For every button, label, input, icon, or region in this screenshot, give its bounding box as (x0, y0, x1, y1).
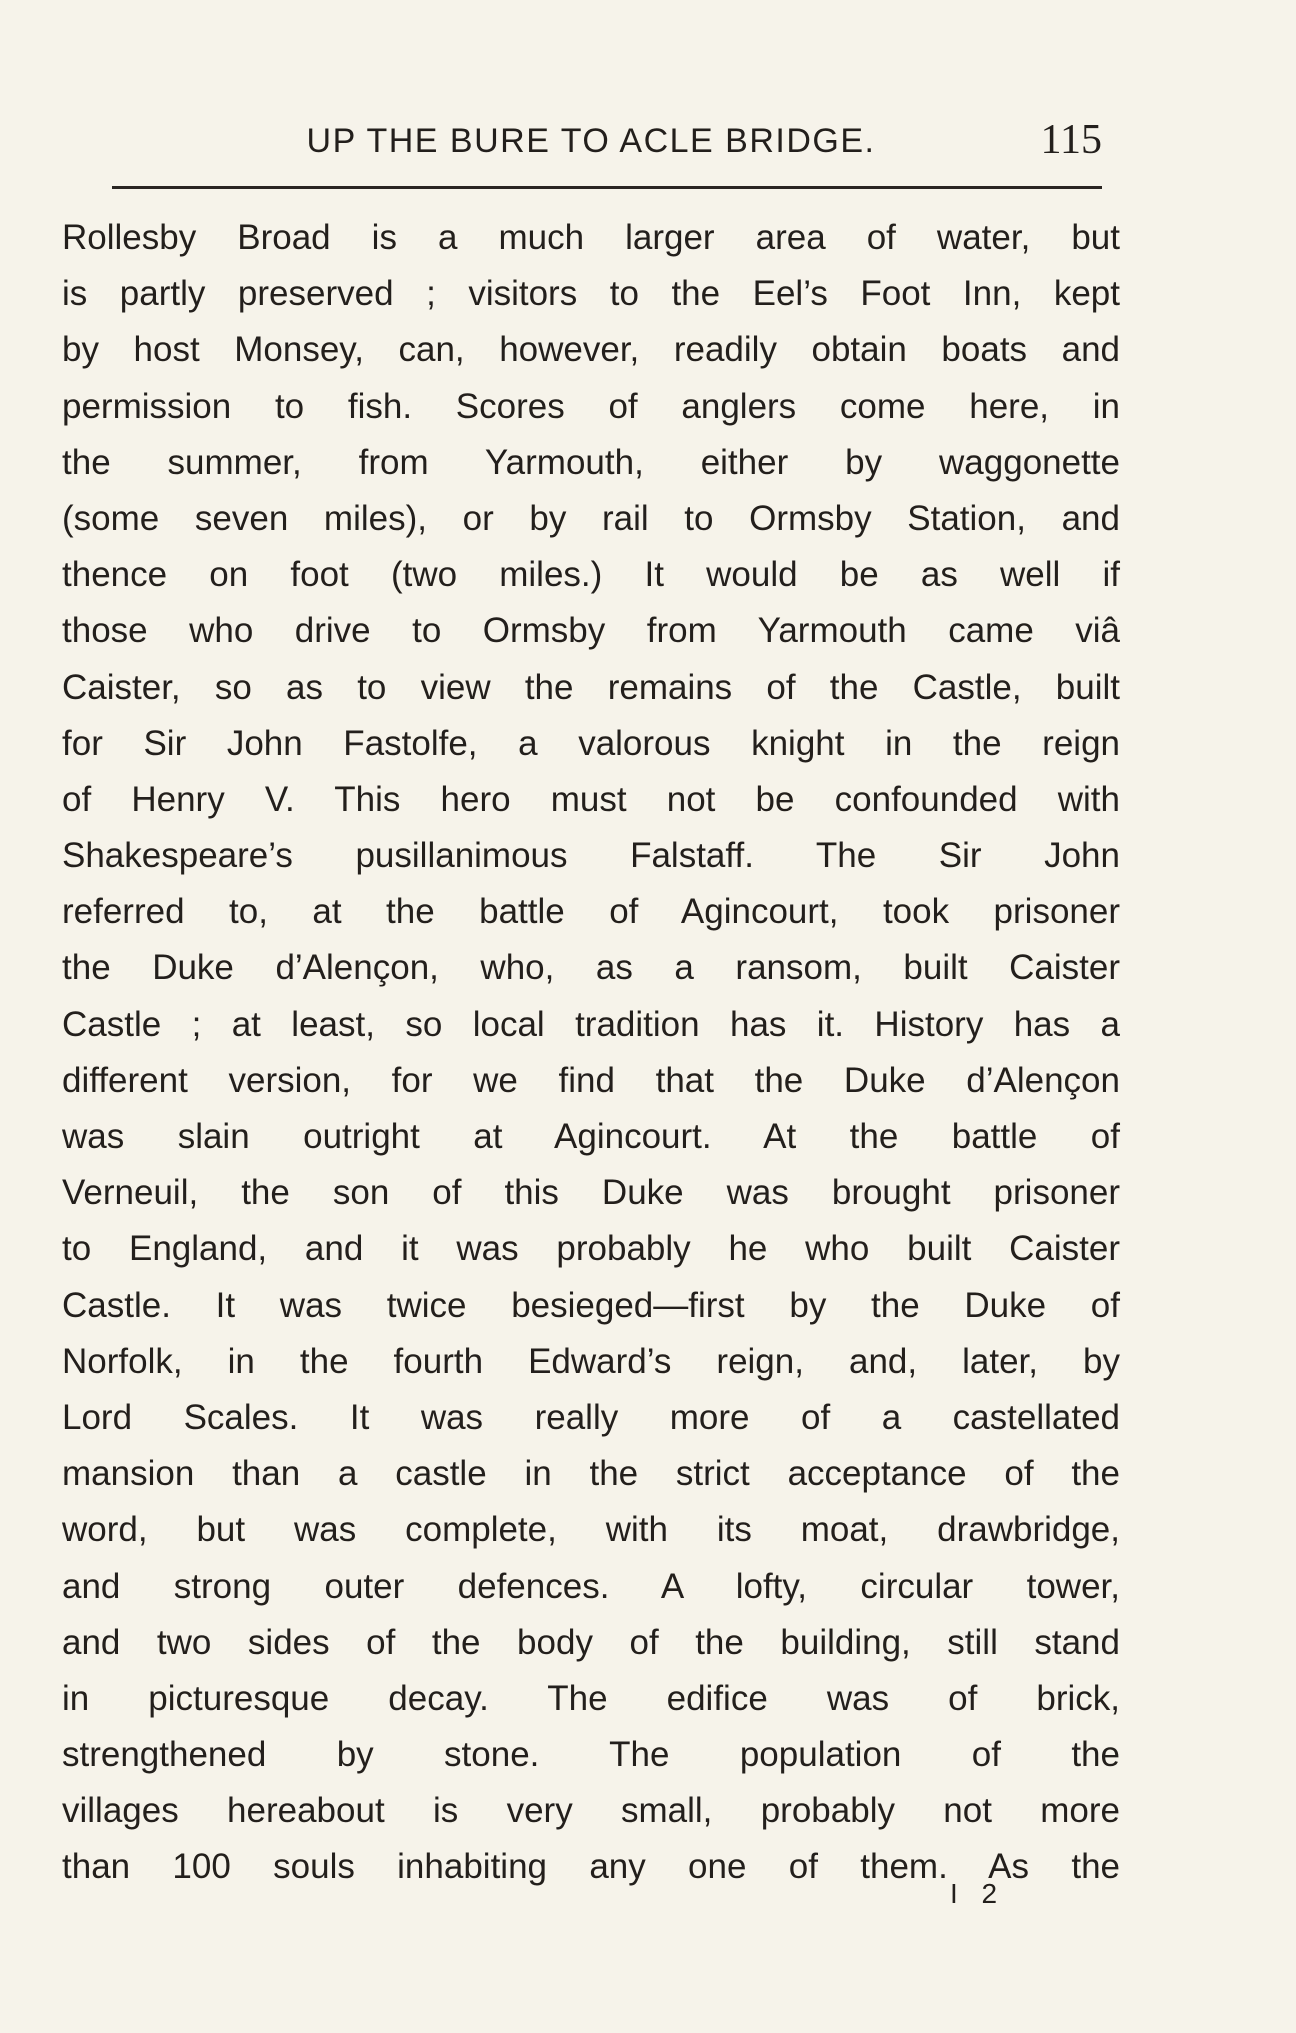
text-line: is partly preserved ; visitors to the Eel’s Foot Inn, kept (62, 274, 1120, 314)
text-line: by host Monsey, can, however, readily obtain boats and (62, 330, 1120, 370)
text-line: in picturesque decay. The edifice was of brick, (62, 1678, 1120, 1718)
text-line: than 100 souls inhabiting any one of them. As the (62, 1847, 1120, 1887)
signature-mark: I 2 (950, 1878, 1006, 1909)
text-line: Caister, so as to view the remains of the Castle, built (62, 667, 1120, 707)
header-rule (112, 186, 1102, 189)
text-line: and strong outer defences. A lofty, circular tower, (62, 1566, 1120, 1606)
text-line: different version, for we find that the Duke d’Alençon (62, 1060, 1120, 1100)
text-line: Lord Scales. It was really more of a castellated (62, 1397, 1120, 1437)
text-line: mansion than a castle in the strict acceptance of the (62, 1454, 1120, 1494)
text-line: permission to fish. Scores of anglers come here, in (62, 386, 1120, 426)
text-line: thence on foot (two miles.) It would be as well if (62, 555, 1120, 595)
running-title: UP THE BURE TO ACLE BRIDGE. (306, 122, 876, 160)
text-line: the summer, from Yarmouth, either by waggonette (62, 442, 1120, 482)
page-number: 115 (1040, 117, 1102, 163)
text-line: those who drive to Ormsby from Yarmouth came viâ (62, 611, 1120, 651)
text-line: Rollesby Broad is a much larger area of water, but (62, 218, 1120, 257)
running-head (62, 112, 1120, 172)
body-text (62, 210, 1120, 1896)
text-line: Verneuil, the son of this Duke was brought prisoner (62, 1173, 1120, 1213)
text-line: was slain outright at Agincourt. At the battle of (62, 1117, 1120, 1156)
text-line: Castle. It was twice besieged—first by the Duke of (62, 1285, 1120, 1325)
text-line: Norfolk, in the fourth Edward’s reign, and, later, by (62, 1341, 1120, 1381)
text-line: strengthened by stone. The population of the (62, 1735, 1120, 1775)
text-line: of Henry V. This hero must not be confounded with (62, 779, 1120, 819)
text-line: to England, and it was probably he who built Caister (62, 1229, 1120, 1269)
text-line: word, but was complete, with its moat, drawbridge, (62, 1510, 1120, 1550)
text-line: for Sir John Fastolfe, a valorous knight in the reign (62, 723, 1120, 763)
text-line: (some seven miles), or by rail to Ormsby Station, and (62, 498, 1120, 538)
text-line: Castle ; at least, so local tradition has it. History has a (62, 1004, 1120, 1044)
text-line: and two sides of the body of the building, still stand (62, 1622, 1120, 1662)
text-line: villages hereabout is very small, probably not more (62, 1791, 1120, 1831)
text-line: referred to, at the battle of Agincourt, took prisoner (62, 892, 1120, 932)
text-line: the Duke d’Alençon, who, as a ransom, built Caister (62, 948, 1120, 988)
text-line: Shakespeare’s pusillanimous Falstaff. The Sir John (62, 836, 1120, 876)
